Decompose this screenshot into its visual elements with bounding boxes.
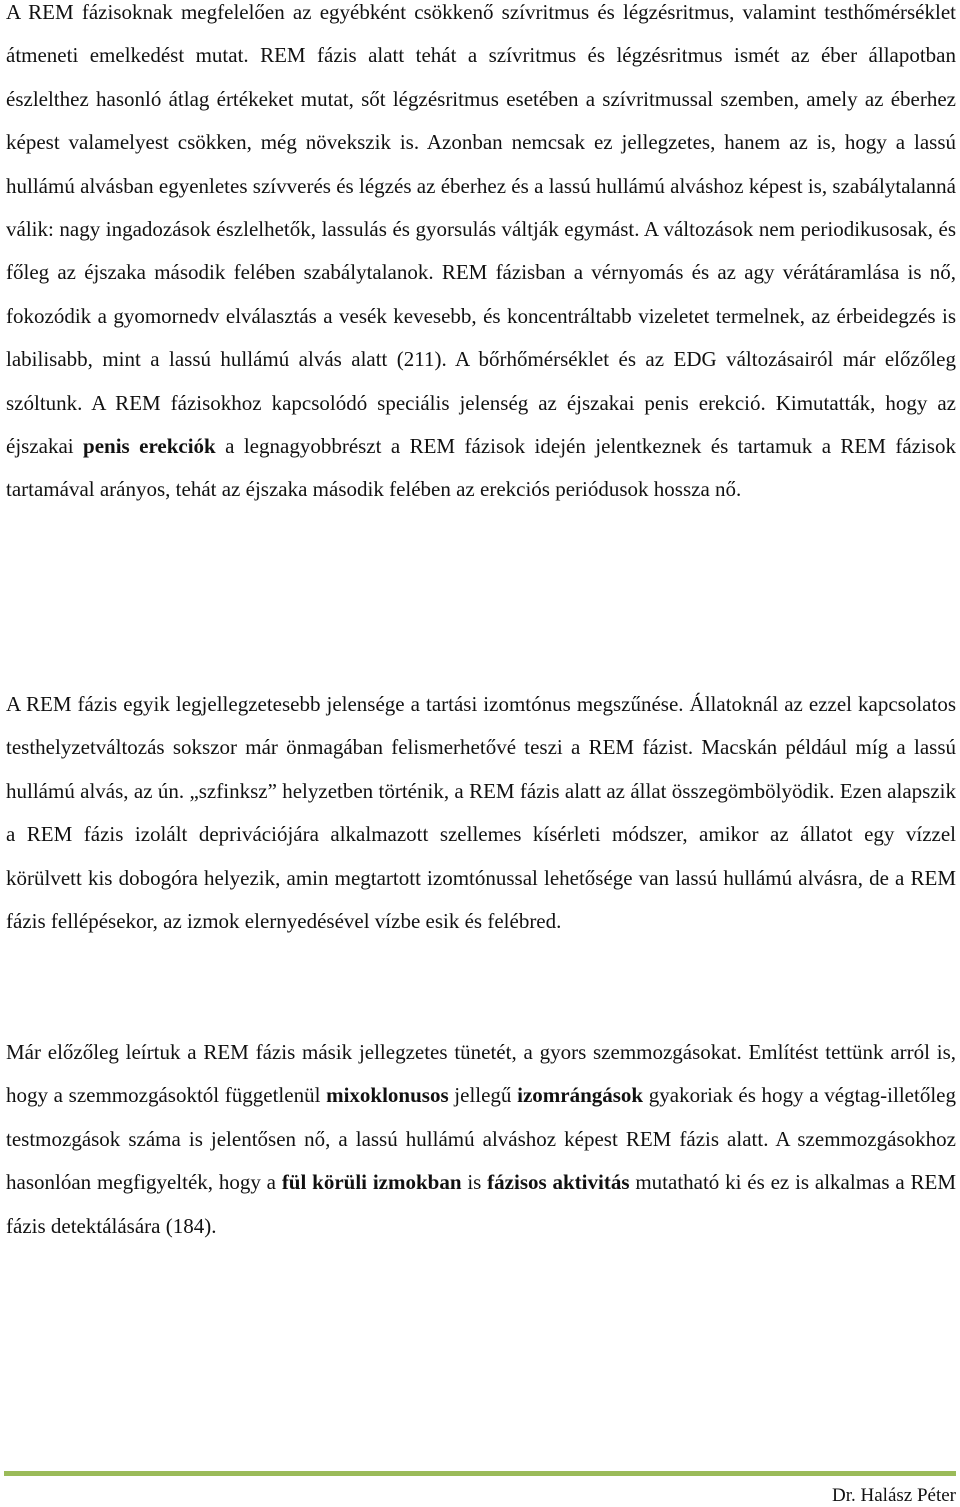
text-segment: Már előzőleg leírtuk a REM fázis másik jellegzetes tünetét, a gyors szemmozgásokat. Említést tettünk arról is, hogy a szemmozgásoktól függetlenül (6, 1040, 956, 1108)
text-segment: A REM fázisoknak megfelelően az egyébként csökkenő szívritmus és légzésritmus, valamint testhőmérséklet átmeneti emelkedést mutat. REM fázis alatt tehát a szívritmus és légzésritmus ismét az éber állapotban észlelthez hasonló átlag értékeket mutat, sőt légzésritmus esetében a szívritmussal szemben, amely az éberhez képest valamelyest csökken, még növekszik is. Azonban nemcsak ez jellegzetes, hanem az is, hogy a lassú hullámú alvásban egyenletes szívverés és légzés az éberhez és a lassú hullámú alváshoz képest is, szabálytalanná válik: nagy ingadozások észlelhetők, lassulás és gyorsulás váltják egymást. A változások nem periodikusosak, és főleg az éjszaka második felében szabálytalanok. REM fázisban a vérnyomás és az agy vérátáramlása is nő, fokozódik a gyomornedv elválasztás a vesék kevesebb, és koncentráltabb vizeletet termelnek, az érbeidegzés is labilisabb, mint a lassú hullámú alvás alatt (211). A bőrhőmérséklet és az EDG változásairól már előzőleg szóltunk. A REM fázisokhoz kapcsolódó speciális jelenség az éjszakai penis erekció. Kimutatták, hogy az éjszakai (6, 0, 956, 459)
bold-term-penis-erekciok: penis erekciók (83, 434, 216, 459)
text-segment: is (461, 1170, 488, 1195)
footer-author: Dr. Halász Péter (832, 1485, 956, 1506)
paragraph-muscle-tone (6, 683, 956, 943)
footer-divider (4, 1471, 956, 1476)
bold-term-fazisos-aktivitas: fázisos aktivitás (487, 1170, 630, 1195)
text-segment: jellegű (448, 1083, 518, 1108)
text-segment: gyakoriak és hogy a végtag-illetőleg testmozgások száma is jelentősen nő, a lassú hullámú alváshoz képest REM fázis alatt. A szemmozgásokhoz hasonlóan megfigyelték, hogy a (6, 1083, 956, 1195)
text-segment: a legnagyobbrészt a REM fázisok idején jelentkeznek és tartamuk a REM fázisok tartamával arányos, tehát az éjszaka második felében az erekciós periódusok hossza nő. (6, 434, 956, 502)
bold-term-izomrangasok: izomrángások (517, 1083, 644, 1108)
bold-term-mixoklonusos: mixoklonusos (326, 1083, 449, 1108)
bold-term-ful-koruli-izmokban: fül körüli izmokban (281, 1170, 462, 1195)
text-segment: A REM fázis egyik legjellegzetesebb jelensége a tartási izomtónus megszűnése. Állatoknál az ezzel kapcsolatos testhelyzetváltozás sokszor már önmagában felismerhetővé teszi a REM fázist. Macskán például míg a lassú hullámú alvás, az ún. „szfinksz” helyzetben történik, a REM fázis alatt az állat összegömbölyödik. Ezen alapszik a REM fázis izolált deprivációjára alkalmazott szellemes kísérleti módszer, amikor az állatot egy vízzel körülvett kis dobogóra helyezik, amin megtartott izomtónussal lehetősége van lassú hullámú alvásra, de a REM fázis fellépésekor, az izmok elernyedésével vízbe esik és felébred. (6, 692, 956, 934)
paragraph-eye-movements (6, 1031, 956, 1248)
text-segment: mutatható ki és ez is alkalmas a REM fázis detektálására (184). (6, 1170, 957, 1238)
paragraph-rem-physiology (6, 0, 956, 512)
